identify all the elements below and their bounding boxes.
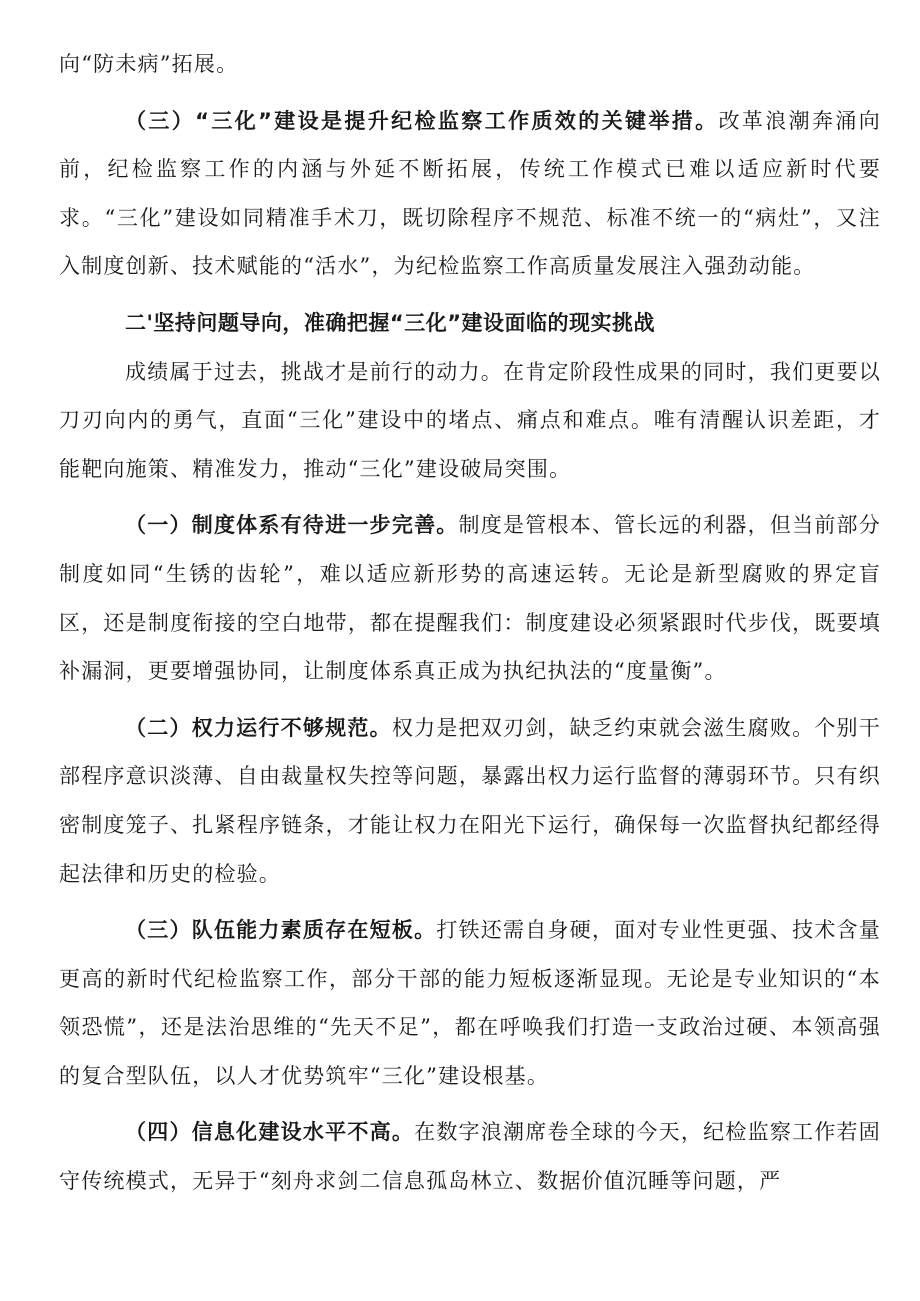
section-heading: 二'坚持问题导向，准确把握“三化”建设面临的现实挑战	[125, 310, 656, 335]
paragraph-lead-heading: （四）信息化建设水平不高。	[125, 1120, 415, 1145]
paragraph-key-measure	[59, 97, 881, 291]
paragraph-text: 在数字浪潮席卷全球的今天，纪检监察工作若固守传统模式，无异于“刻舟求剑二信息孤岛林立、数据价值沉睡等问题，严	[59, 1120, 881, 1194]
paragraph-text: 打铁还需自身硬，面对专业性更强、技术含量更高的新时代纪检监察工作，部分干部的能力短板逐渐显现。无论是专业知识的“本领恐慌”，还是法治思维的“先天不足”，都在呼唤我们打造一支政治过硬、本领高强的复合型队伍，以人才优势筑牢“三化”建设根基。	[59, 918, 881, 1088]
paragraph-informatization	[59, 1108, 881, 1205]
paragraph-text: 权力是把双刃剑，缺乏约束就会滋生腐败。个别干部程序意识淡薄、自由裁量权失控等问题，暴露出权力运行监督的薄弱环节。只有织密制度笼子、扎紧程序链条，才能让权力在阳光下运行，确保每一次监督执纪都经得起法律和历史的检验。	[59, 715, 881, 886]
paragraph-lead-heading: （二）权力运行不够规范。	[125, 715, 392, 740]
paragraph-text: 改革浪潮奔涌向前，纪检监察工作的内涵与外延不断拓展，传统工作模式已难以适应新时代要求。“三化”建设如同精准手术刀，既切除程序不规范、标准不统一的“病灶”，又注入制度创新、技术赋能的“活水”，为纪检监察工作高质量发展注入强劲动能。	[59, 108, 881, 279]
paragraph-lead-heading: （三）队伍能力素质存在短板。	[125, 918, 437, 943]
paragraph-system	[59, 501, 881, 695]
paragraph-text: 制度是管根本、管长远的利器，但当前部分制度如同“生锈的齿轮”，难以适应新形势的高速运转。无论是新型腐败的界定盲区，还是制度衔接的空白地带，都在提醒我们：制度建设必须紧跟时代步伐，既要填补漏洞，更要增强协同，让制度体系真正成为执纪执法的“度量衡”。	[59, 513, 881, 684]
paragraph-lead-heading: （三）“三化”建设是提升纪检监察工作质效的关键举措。	[125, 108, 719, 133]
paragraph-intro	[59, 348, 881, 494]
paragraph-continuation	[59, 40, 881, 89]
paragraph-lead-heading: （一）制度体系有待进一步完善。	[125, 513, 459, 538]
paragraph-team	[59, 906, 881, 1100]
paragraph-text: 成绩属于过去，挑战才是前行的动力。在肯定阶段性成果的同时，我们更要以刀刃向内的勇气，直面“三化”建设中的堵点、痛点和难点。唯有清醒认识差距，才能靶向施策、精准发力，推动“三化”建设破局突围。	[59, 359, 881, 481]
paragraph-power	[59, 704, 881, 898]
document-page	[59, 40, 881, 1214]
paragraph-text: 向“防未病”拓展。	[59, 52, 239, 76]
